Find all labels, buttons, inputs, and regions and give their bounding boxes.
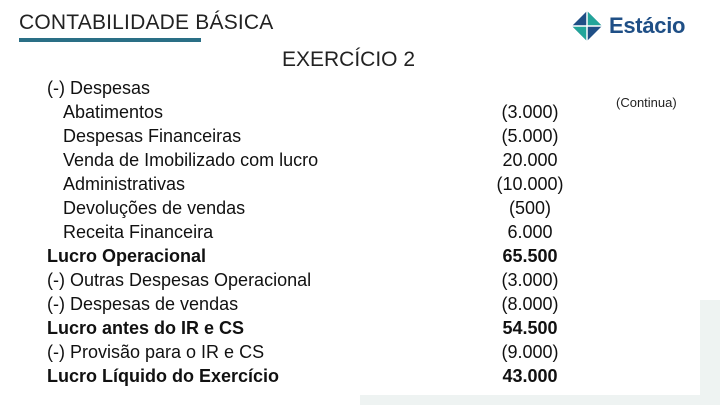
row-label: Lucro Operacional: [47, 246, 207, 266]
row-label: Venda de Imobilizado com lucro: [63, 150, 319, 170]
decorative-band-right: [700, 300, 720, 405]
row-value: 20.000: [502, 150, 558, 170]
row-label: Lucro Líquido do Exercício: [47, 366, 280, 386]
statement-row: [0, 340, 600, 364]
page-title: CONTABILIDADE BÁSICA: [19, 11, 274, 34]
row-value: 43.000: [502, 366, 558, 386]
statement-row: [0, 148, 600, 172]
statement-row: [0, 316, 600, 340]
row-label: (-) Despesas de vendas: [47, 294, 239, 314]
statement-row: [0, 244, 600, 268]
page-subtitle: EXERCÍCIO 2: [282, 48, 416, 71]
logo-text: Estácio: [609, 13, 686, 38]
row-value: (500): [508, 198, 552, 218]
row-value: (3.000): [501, 102, 559, 122]
statement-row: [0, 292, 600, 316]
row-value: (9.000): [501, 342, 559, 362]
row-label: Abatimentos: [63, 102, 164, 122]
row-label: (-) Outras Despesas Operacional: [47, 270, 312, 290]
row-value: (5.000): [501, 126, 559, 146]
row-value: 54.500: [502, 318, 558, 338]
row-value: 65.500: [502, 246, 558, 266]
row-label: (-) Provisão para o IR e CS: [47, 342, 265, 362]
row-label: Despesas Financeiras: [63, 126, 242, 146]
row-label: Receita Financeira: [63, 222, 214, 242]
statement-row: [0, 100, 600, 124]
row-value: 6.000: [507, 222, 553, 242]
statement-row: [0, 364, 600, 388]
statement-row: [0, 196, 600, 220]
row-value: (3.000): [501, 270, 559, 290]
row-value: (10.000): [496, 174, 564, 194]
estacio-logo: [571, 10, 685, 42]
row-label: Administrativas: [63, 174, 186, 194]
row-label: Lucro antes do IR e CS: [47, 318, 245, 338]
row-label: Devoluções de vendas: [63, 198, 246, 218]
statement-row: [0, 76, 600, 100]
decorative-band-bottom: [360, 395, 720, 405]
statement-row: [0, 220, 600, 244]
statement-row: [0, 268, 600, 292]
statement-row: [0, 124, 600, 148]
title-underline: [19, 38, 201, 42]
row-label: (-) Despesas: [47, 78, 151, 98]
statement-row: [0, 172, 600, 196]
estacio-diamond-logo-icon: [571, 10, 603, 42]
continua-note: (Continua): [616, 95, 677, 110]
row-value: (8.000): [501, 294, 559, 314]
